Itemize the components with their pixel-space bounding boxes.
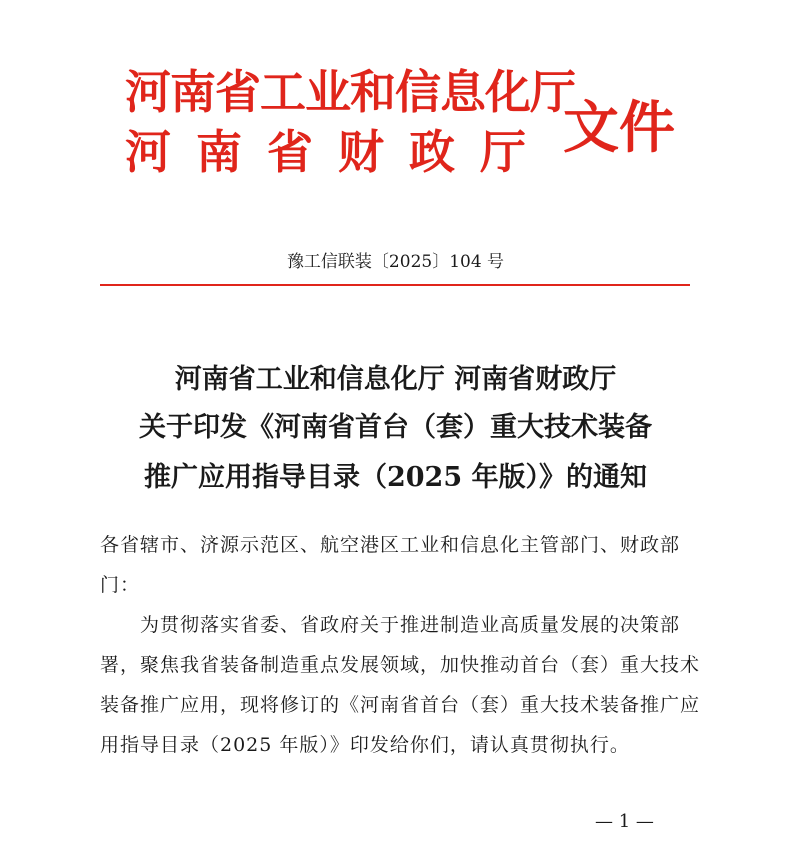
body-paragraph: 为贯彻落实省委、省政府关于推进制造业高质量发展的决策部署，聚焦我省装备制造重点发展领域，加快推动首台（套）重大技术装备推广应用，现将修订的《河南省首台（套）重大技术装备推广应用指导目录（2025 年版）》印发给你们，请认真贯彻执行。 [100, 614, 701, 756]
title-line-1: 河南省工业和信息化厅 河南省财政厅 [174, 364, 617, 395]
salutation: 各省辖市、济源示范区、航空港区工业和信息化主管部门、财政部门： [100, 534, 681, 596]
issuer-line-1: 河南省工业和信息化厅 [125, 65, 575, 119]
title-line-2: 关于印发《河南省首台（套）重大技术装备 [139, 412, 652, 443]
page-number: — 1 — [595, 811, 654, 832]
issuer-line-2: 河南省财政厅 [125, 125, 551, 179]
red-separator-line [100, 284, 690, 286]
title-line-3: 推广应用指导目录（2025 年版）》的通知 [143, 462, 648, 493]
document-number: 豫工信联装〔2025〕104 号 [286, 252, 505, 272]
document-type-label: 文件 [563, 96, 675, 161]
